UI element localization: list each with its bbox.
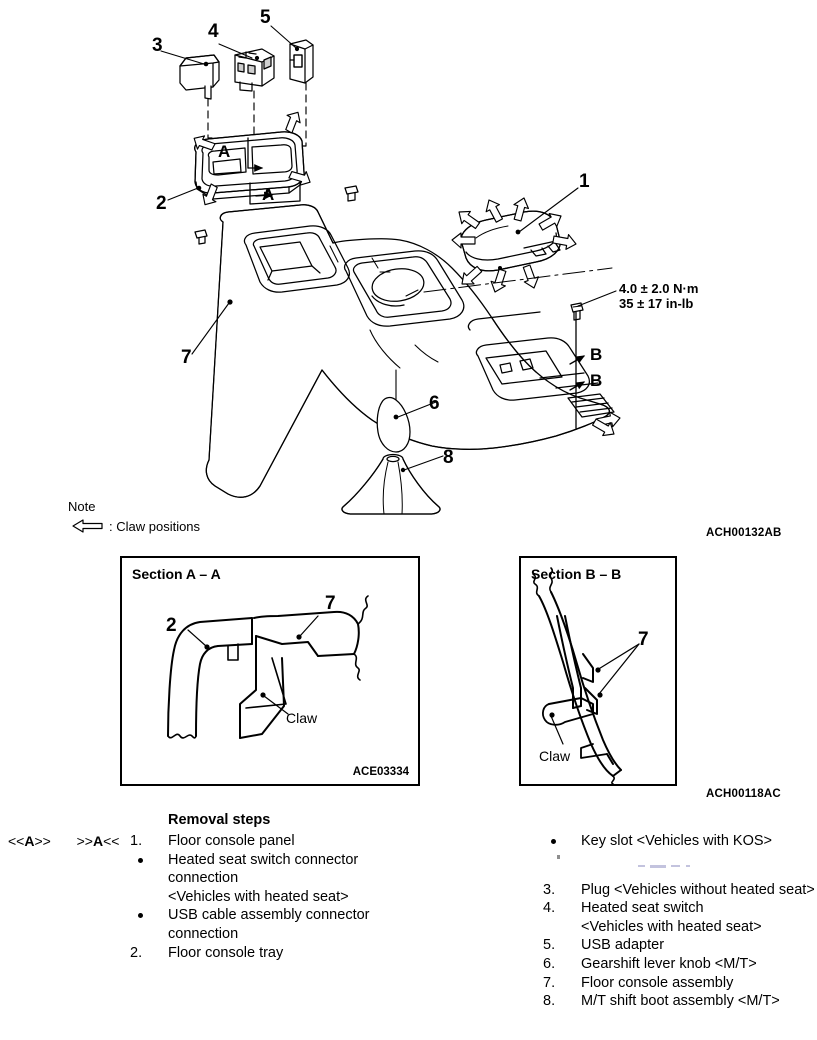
step-text: Floor console assembly [581, 974, 734, 991]
note-title: Note [68, 499, 96, 514]
step-number: 4. [543, 900, 556, 917]
removal-steps-right-column [543, 832, 817, 1011]
torque-metric: 4.0 ± 2.0 N·m [619, 281, 699, 296]
section-a-a-box [120, 556, 420, 786]
part-plug-3 [180, 55, 219, 99]
removal-steps-left-column [130, 832, 430, 962]
callout-2: 2 [156, 193, 167, 214]
torque-imperial: 35 ± 17 in-lb [619, 296, 694, 311]
step-number: 2. [130, 944, 143, 961]
step-number: 7. [543, 974, 556, 991]
removal-steps-section [0, 812, 817, 1040]
section-a-claw-label: Claw [286, 710, 318, 726]
step-text: Gearshift lever knob <M/T> [581, 955, 757, 972]
callout-8: 8 [443, 447, 454, 468]
callout-4: 4 [208, 21, 219, 42]
step-text: <Vehicles with heated seat> [168, 888, 349, 905]
callout-6: 6 [429, 393, 440, 414]
step-number: 6. [543, 955, 556, 972]
erased-line-artifact [543, 851, 817, 881]
section-a-code: ACE03334 [352, 766, 409, 778]
bullet-icon [138, 858, 143, 863]
section-a-label-2: 2 [166, 615, 177, 636]
note-legend-text: : Claw positions [109, 518, 201, 534]
bullet-icon [551, 839, 556, 844]
callout-5: 5 [260, 7, 271, 28]
step-number: 5. [543, 937, 556, 954]
list-item [130, 851, 430, 888]
step-number: 3. [543, 881, 556, 898]
list-item [543, 992, 817, 1011]
list-item [130, 906, 430, 943]
section-b-letter-upper: B [590, 345, 603, 364]
list-item [130, 832, 430, 851]
step-text: <Vehicles with heated seat> [581, 918, 762, 935]
list-item [543, 974, 817, 993]
section-b-label-7: 7 [638, 629, 649, 650]
step-text: M/T shift boot assembly <M/T> [581, 993, 780, 1010]
list-item [543, 955, 817, 974]
list-item [130, 944, 430, 963]
callout-7: 7 [181, 347, 192, 368]
torque-spec [619, 281, 698, 311]
bullet-icon [138, 913, 143, 918]
step-text: Heated seat switch [581, 900, 704, 917]
list-item [543, 899, 817, 918]
note-block [68, 498, 200, 535]
marker-pre-a: <<A>> [8, 833, 51, 849]
step-number: 8. [543, 993, 556, 1010]
list-item [543, 936, 817, 955]
removal-steps-title: Removal steps [168, 812, 271, 828]
list-item-continuation [543, 918, 817, 937]
callout-1: 1 [579, 171, 590, 192]
part-heated-seat-switch-4 [235, 49, 274, 91]
list-item [543, 881, 817, 900]
step-text: Heated seat switch connector connection [168, 851, 359, 887]
section-b-claw-label: Claw [539, 748, 571, 764]
section-b-title: Section B – B [531, 566, 622, 582]
step-text: Plug <Vehicles without heated seat> [581, 881, 815, 898]
part-shift-boot-8 [342, 455, 440, 515]
step-text: Floor console panel [168, 833, 295, 849]
section-a-label-7: 7 [325, 593, 336, 614]
marker-post-a: >>A<< [76, 833, 120, 849]
section-a-step-markers [8, 833, 119, 849]
section-b-letter-lower: B [590, 371, 603, 390]
step-text: USB cable assembly connector connection [168, 907, 370, 942]
callout-3: 3 [152, 35, 163, 56]
claw-arrow-icon [72, 519, 104, 533]
list-item-continuation [130, 888, 430, 907]
section-a-letter-bottom: A [262, 185, 275, 204]
section-a-letter-top: A [218, 142, 231, 161]
figure-code-lower: ACH00118AC [706, 788, 781, 800]
step-text: Floor console tray [168, 944, 284, 961]
torque-bolt [571, 303, 583, 320]
section-b-b-box [519, 556, 677, 786]
section-a-title: Section A – A [132, 566, 221, 582]
step-text: Key slot <Vehicles with KOS> [581, 833, 773, 849]
figure-code-main: ACH00132AB [706, 527, 782, 539]
section-a-a-drawing [122, 558, 418, 784]
step-text: USB adapter [581, 937, 665, 954]
step-number: 1. [130, 833, 143, 849]
list-item [543, 832, 817, 851]
